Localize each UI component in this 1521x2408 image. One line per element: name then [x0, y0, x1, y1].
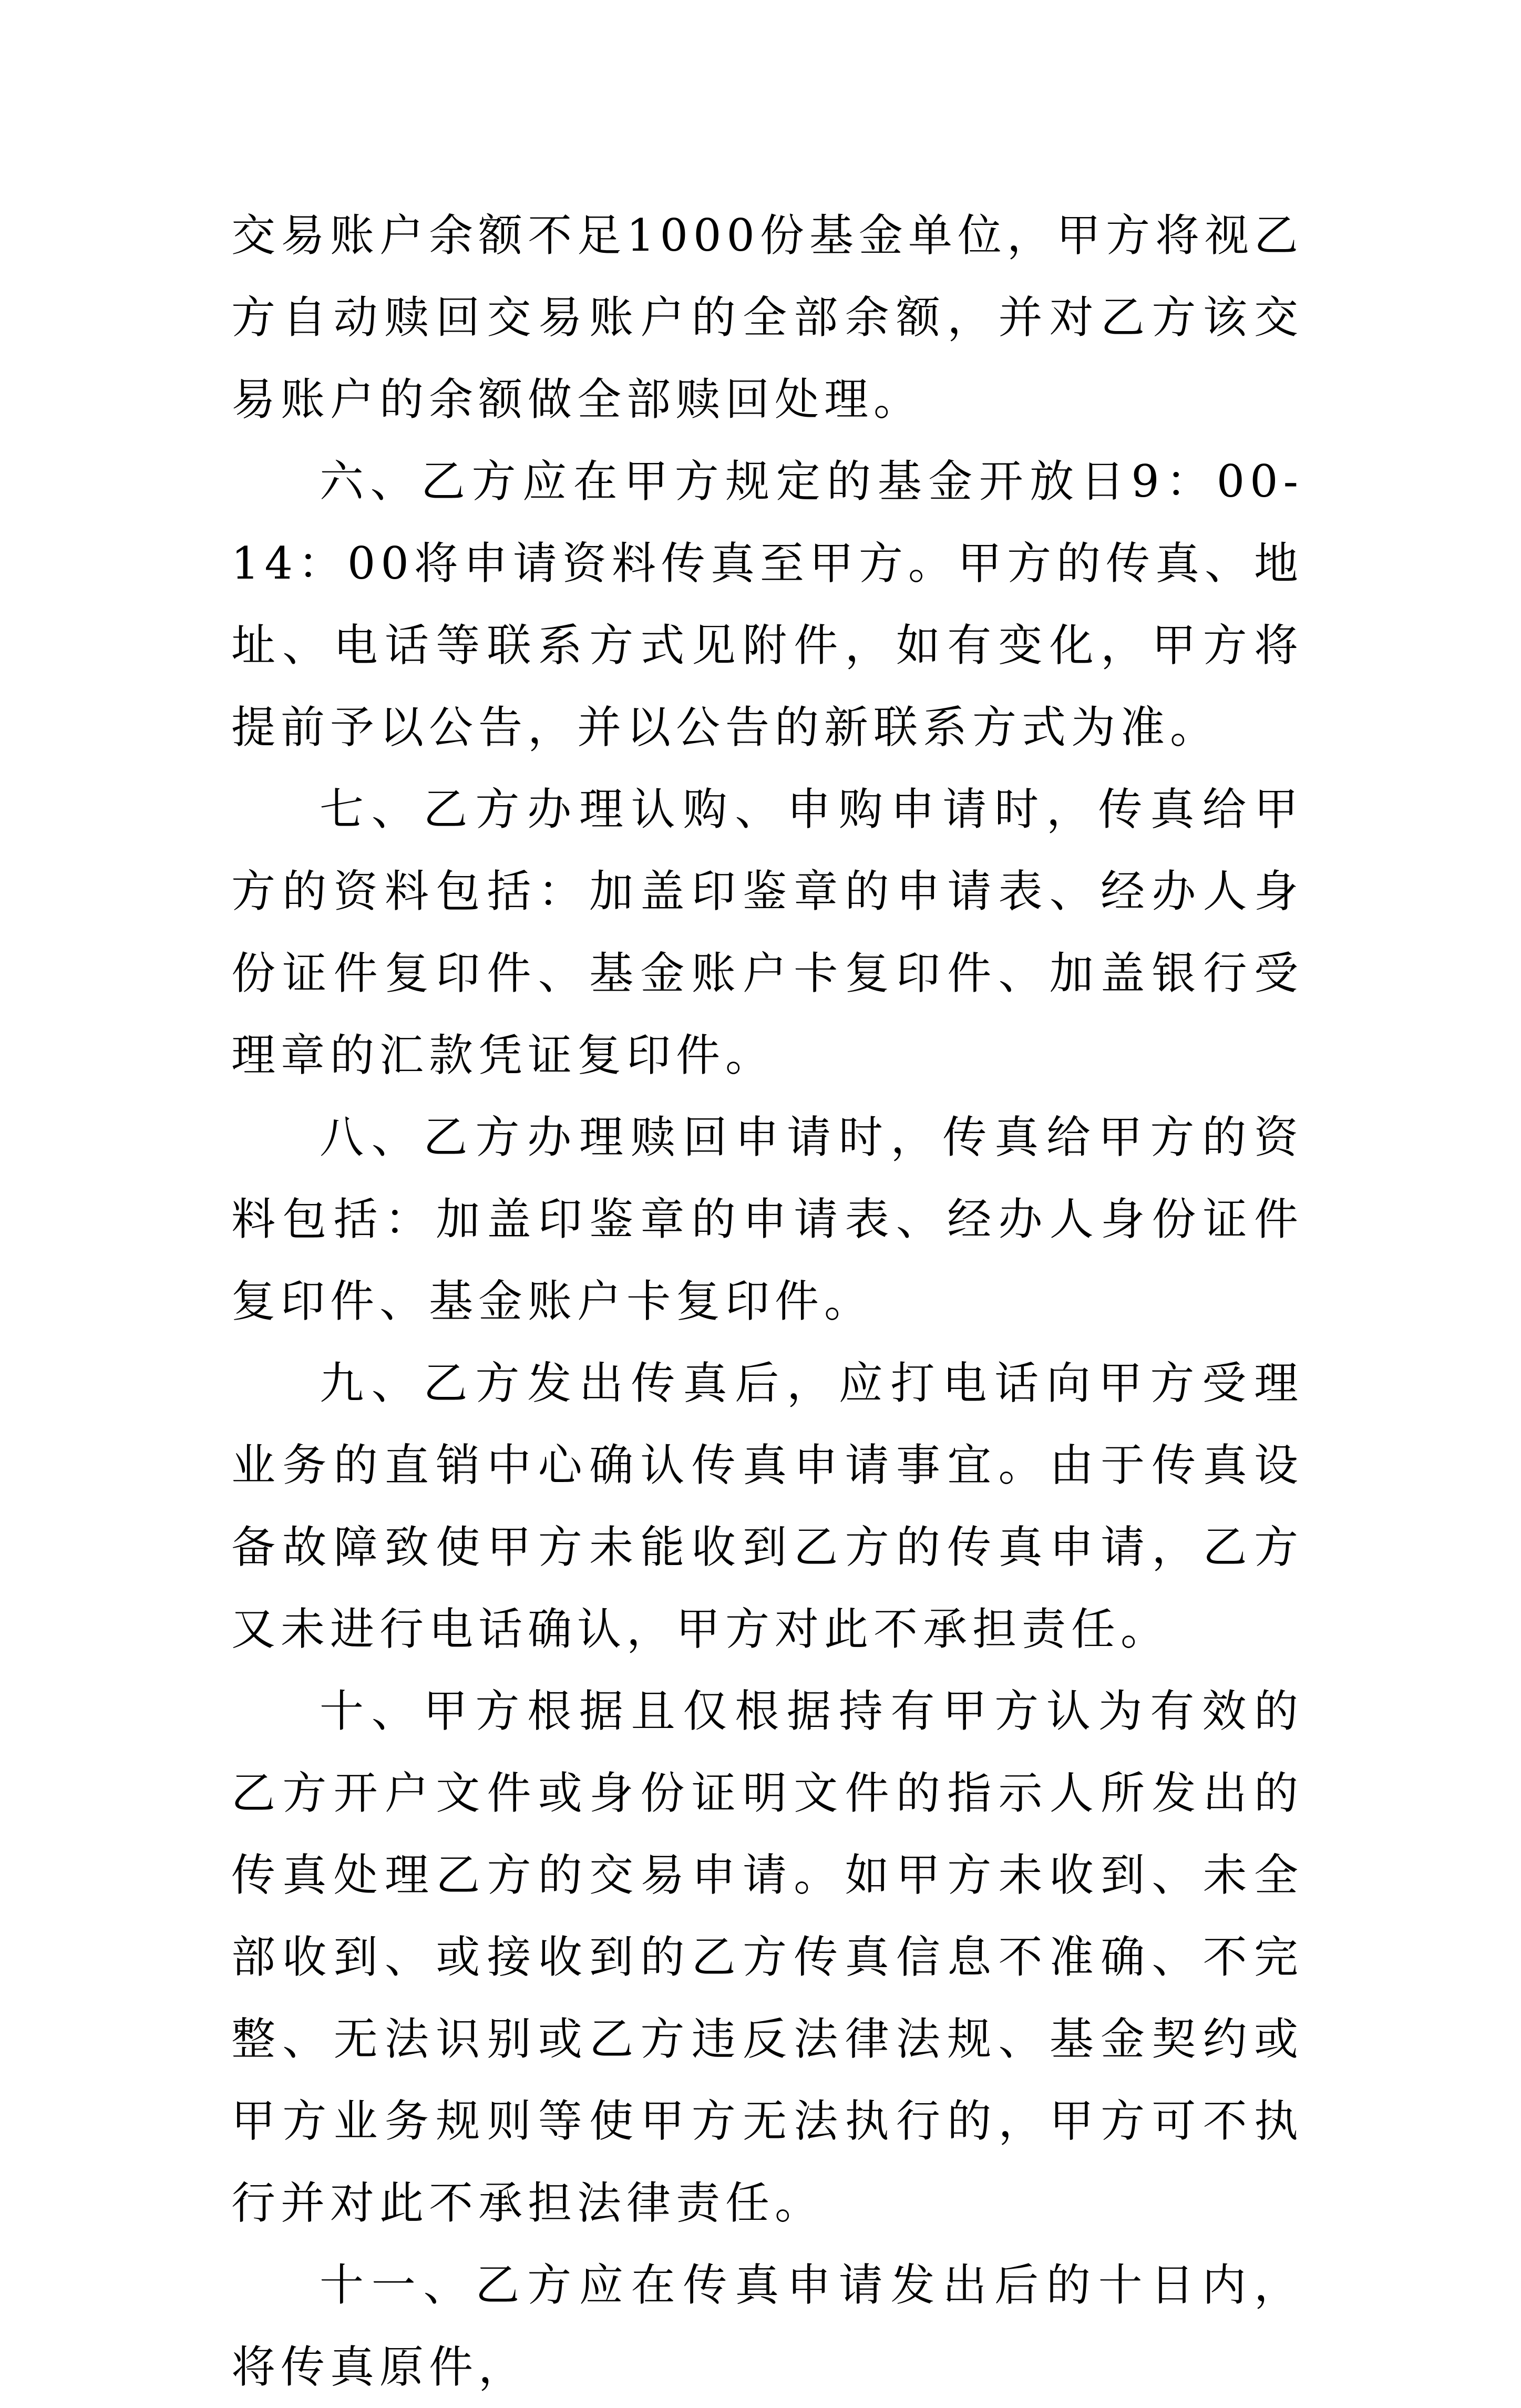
paragraph-8-redemption-materials: 八、乙方办理赎回申请时，传真给甲方的资料包括：加盖印鉴章的申请表、经办人身份证件复印件、基金账户卡复印件。: [231, 1112, 1303, 1327]
paragraph-6-fax-hours: 六、乙方应在甲方规定的基金开放日9：00-14：00将申请资料传真至甲方。甲方的传真、地址、电话等联系方式见附件，如有变化，甲方将提前予以公告，并以公告的新联系方式为准。: [231, 456, 1303, 753]
document-body: [231, 194, 1303, 2408]
paragraph-11-original-documents: 十一、乙方应在传真申请发出后的十日内，将传真原件，: [231, 2259, 1303, 2393]
paragraph-10-processing-liability: 十、甲方根据且仅根据持有甲方认为有效的乙方开户文件或身份证明文件的指示人所发出的传真处理乙方的交易申请。如甲方未收到、未全部收到、或接收到的乙方传真信息不准确、不完整、无法识别或乙方违反法律法规、基金契约或甲方业务规则等使甲方无法执行的，甲方可不执行并对此不承担法律责任。: [231, 1685, 1303, 2229]
paragraph-continued-redemption: 交易账户余额不足1000份基金单位，甲方将视乙方自动赎回交易账户的全部余额，并对乙方该交易账户的余额做全部赎回处理。: [231, 210, 1303, 425]
paragraph-9-phone-confirmation: 九、乙方发出传真后，应打电话向甲方受理业务的直销中心确认传真申请事宜。由于传真设备故障致使甲方未能收到乙方的传真申请，乙方又未进行电话确认，甲方对此不承担责任。: [231, 1357, 1303, 1655]
paragraph-7-subscription-materials: 七、乙方办理认购、申购申请时，传真给甲方的资料包括：加盖印鉴章的申请表、经办人身份证件复印件、基金账户卡复印件、加盖银行受理章的汇款凭证复印件。: [231, 784, 1303, 1081]
